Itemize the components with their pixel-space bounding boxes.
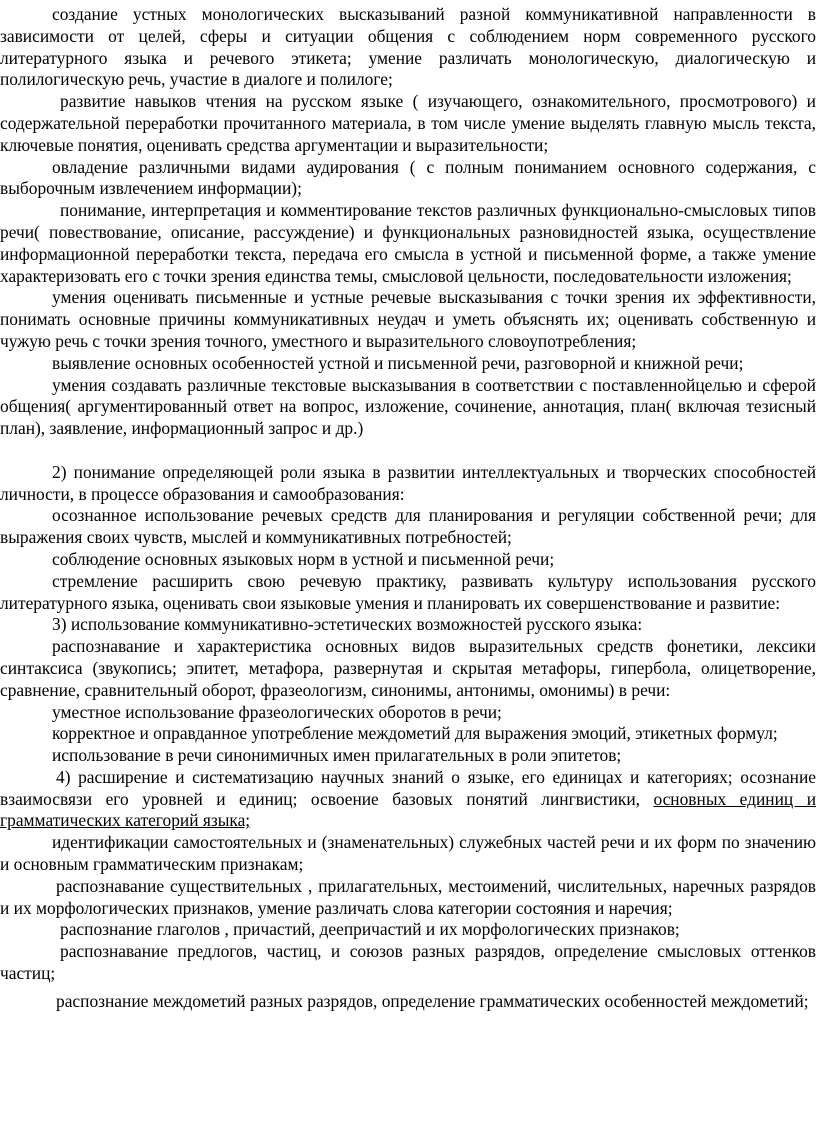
paragraph-nouns-adjectives: распознавание существительных , прилагательных, местоимений, числительных, наречных разрядов и их морфологических признаков, умение различать слова категории состояния и наречия; <box>0 875 816 918</box>
paragraph-item-4-text: 4) расширение и систематизацию научных знаний о языке, его единицах и категориях; осознание взаимосвязи его уровней и единиц; освоение базовых понятий лингвистики, <box>0 766 816 809</box>
paragraph-interjections-usage: корректное и оправданное употребление междометий для выражения эмоций, этикетных формул; <box>52 723 778 744</box>
paragraph-item-4 <box>0 767 816 832</box>
paragraph-prepositions-particles: распознавание предлогов, частиц, и союзов разных разрядов, определение смысловых оттенков частиц; <box>0 941 816 984</box>
paragraph-phraseology: уместное использование фразеологических оборотов в речи; <box>52 701 502 722</box>
paragraph-synonym-adjectives: использование в речи синонимичных имен прилагательных в роли эпитетов; <box>52 745 622 766</box>
paragraph-language-norms: соблюдение основных языковых норм в устной и письменной речи; <box>52 548 555 569</box>
paragraph-parts-of-speech: идентификации самостоятельных и (знаменательных) служебных частей речи и их форм по значению и основным грамматическим признакам; <box>0 832 816 875</box>
paragraph-reading-skills: развитие навыков чтения на русском языке ( изучающего, ознакомительного, просмотрового) и содержательной переработки прочитанного материала, в том числе умение выделять главную мысль текста, ключевые понятия, оценивать средства аргументации и выразительности; <box>0 91 816 155</box>
paragraph-monologue-speech: создание устных монологических высказываний разной коммуникативной направленности в зависимости от целей, сферы и ситуации общения с соблюдением норм современного русского литературного языка и речевого этикета; умение различать монологическую, диалогическую и полилогическую речь, участие в диалоге и полилоге; <box>0 4 816 90</box>
paragraph-speech-practice: стремление расширить свою речевую практику, развивать культуру использования русского литературного языка, оценивать свои языковые умения и планировать их совершенствование и развитие: <box>0 570 816 613</box>
paragraph-interjections: распознание междометий разных разрядов, определение грамматических особенностей междометий; <box>56 990 809 1011</box>
paragraph-item-2: 2) понимание определяющей роли языка в развитии интеллектуальных и творческих способностей личности, в процессе образования и самообразования: <box>0 461 816 504</box>
paragraph-speech-means: осознанное использование речевых средств для планирования и регуляции собственной речи; для выражения своих чувств, мыслей и коммуникативных потребностей; <box>0 505 816 548</box>
paragraph-oral-written-features: выявление основных особенностей устной и письменной речи, разговорной и книжной речи; <box>52 352 744 373</box>
blank-line <box>0 440 816 462</box>
paragraph-verbs-participles: распознание глаголов , причастий, деепричастий и их морфологических признаков; <box>60 919 680 940</box>
paragraph-item-3: 3) использование коммуникативно-эстетических возможностей русского языка: <box>52 614 643 635</box>
paragraph-text-creation: умения создавать различные текстовые высказывания в соответствии с поставленнойцелью и сферой общения( аргументированный ответ на вопрос, изложение, сочинение, аннотация, план( включая тезисный план), заявление, информационный запрос и др.) <box>0 374 816 439</box>
paragraph-listening: овладение различными видами аудирования ( с полным пониманием основного содержания, с выборочным извлечением информации); <box>0 156 816 199</box>
paragraph-text-interpretation: понимание, интерпретация и комментирование текстов различных функционально-смысловых типов речи( повествование, описание, рассуждение) и функциональных разновидностей языка, осуществление информационной переработки текста, передача его смысла в устной и письменной форме, а также умение характеризовать его с точки зрения единства темы, смысловой цельности, последовательности изложения; <box>0 200 816 286</box>
underlined-phrase: основных единиц и грамматических категорий языка; <box>0 788 816 831</box>
paragraph-expressive-means: распознавание и характеристика основных видов выразительных средств фонетики, лексики синтаксиса (звукопись; эпитет, метафора, развернутая и скрытая метафоры, гипербола, олицетворение, сравнение, сравнительный оборот, фразеологизм, синонимы, антонимы, омонимы) в речи: <box>0 636 816 700</box>
paragraph-speech-evaluation: умения оценивать письменные и устные речевые высказывания с точки зрения их эффективности, понимать основные причины коммуникативных неудач и уметь объяснять их; оценивать собственную и чужую речь с точки зрения точного, уместного и выразительного словоупотребления; <box>0 287 816 351</box>
